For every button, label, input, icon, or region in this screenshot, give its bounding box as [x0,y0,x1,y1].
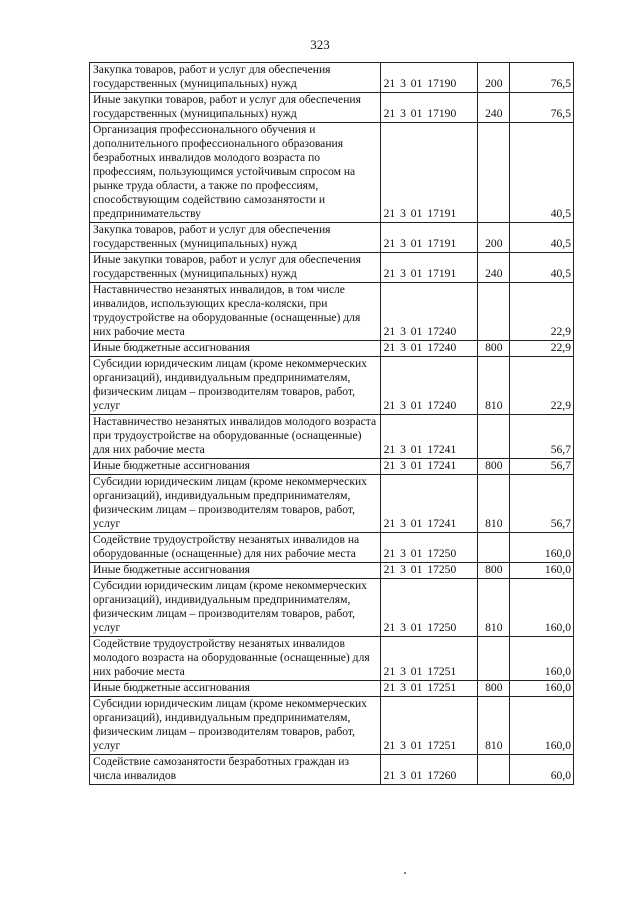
row-amount-cell: 56,7 [509,475,573,533]
table-row [90,283,574,341]
row-expense-type-cell: 810 [477,357,509,415]
row-name-cell: Иные бюджетные ассигнования [90,681,381,697]
row-expense-type-cell: 800 [477,341,509,357]
row-code-cell: 21 3 01 17240 [380,341,477,357]
table-row [90,681,574,697]
row-code-cell: 21 3 01 17240 [380,357,477,415]
row-name-cell: Содействие самозанятости безработных граждан из числа инвалидов [90,755,381,785]
row-expense-type-cell: 240 [477,93,509,123]
budget-table [89,62,574,785]
row-expense-type-cell: 200 [477,223,509,253]
row-code-cell: 21 3 01 17191 [380,223,477,253]
row-code-cell: 21 3 01 17250 [380,533,477,563]
row-amount-cell: 22,9 [509,341,573,357]
table-row [90,579,574,637]
row-expense-type-cell: 810 [477,697,509,755]
row-expense-type-cell: 800 [477,459,509,475]
row-expense-type-cell [477,637,509,681]
table-row [90,697,574,755]
row-code-cell: 21 3 01 17251 [380,681,477,697]
table-row [90,357,574,415]
row-expense-type-cell: 240 [477,253,509,283]
table-row [90,637,574,681]
row-name-cell: Иные закупки товаров, работ и услуг для обеспечения государственных (муниципальных) нужд [90,93,381,123]
row-amount-cell: 22,9 [509,283,573,341]
table-row [90,459,574,475]
table-row [90,341,574,357]
row-code-cell: 21 3 01 17251 [380,637,477,681]
budget-table-body [90,63,574,785]
row-expense-type-cell: 800 [477,563,509,579]
row-amount-cell: 56,7 [509,459,573,475]
row-amount-cell: 76,5 [509,93,573,123]
row-code-cell: 21 3 01 17241 [380,415,477,459]
row-expense-type-cell [477,283,509,341]
row-code-cell: 21 3 01 17191 [380,253,477,283]
row-name-cell: Закупка товаров, работ и услуг для обеспечения государственных (муниципальных) нужд [90,63,381,93]
row-code-cell: 21 3 01 17250 [380,579,477,637]
row-code-cell: 21 3 01 17240 [380,283,477,341]
row-amount-cell: 40,5 [509,223,573,253]
row-expense-type-cell [477,755,509,785]
scan-speck [404,872,406,874]
row-expense-type-cell [477,533,509,563]
table-row [90,93,574,123]
row-expense-type-cell: 810 [477,579,509,637]
row-amount-cell: 60,0 [509,755,573,785]
row-code-cell: 21 3 01 17241 [380,475,477,533]
row-expense-type-cell: 810 [477,475,509,533]
row-amount-cell: 40,5 [509,253,573,283]
page-number: 323 [310,37,330,52]
row-code-cell: 21 3 01 17250 [380,563,477,579]
row-code-cell: 21 3 01 17251 [380,697,477,755]
row-name-cell: Закупка товаров, работ и услуг для обеспечения государственных (муниципальных) нужд [90,223,381,253]
table-row [90,253,574,283]
row-amount-cell: 160,0 [509,681,573,697]
table-row [90,63,574,93]
row-name-cell: Иные бюджетные ассигнования [90,341,381,357]
row-name-cell: Иные бюджетные ассигнования [90,459,381,475]
row-amount-cell: 22,9 [509,357,573,415]
table-row [90,533,574,563]
row-name-cell: Субсидии юридическим лицам (кроме некоммерческих организаций), индивидуальным предпринимателям, физическим лицам – производителям товаров, работ, услуг [90,579,381,637]
row-code-cell: 21 3 01 17260 [380,755,477,785]
row-name-cell: Иные закупки товаров, работ и услуг для обеспечения государственных (муниципальных) нужд [90,253,381,283]
table-row [90,563,574,579]
row-amount-cell: 160,0 [509,579,573,637]
row-expense-type-cell: 200 [477,63,509,93]
row-name-cell: Организация профессионального обучения и дополнительного профессионального образования безработных инвалидов молодого возраста по профессиям, пользующимся устойчивым спросом на рынке труда области, а также по профессиям, способствующим содействию самозанятости и предпринимательству [90,123,381,223]
row-name-cell: Субсидии юридическим лицам (кроме некоммерческих организаций), индивидуальным предпринимателям, физическим лицам – производителям товаров, работ, услуг [90,697,381,755]
row-amount-cell: 160,0 [509,637,573,681]
row-code-cell: 21 3 01 17241 [380,459,477,475]
table-row [90,755,574,785]
row-name-cell: Содействие трудоустройству незанятых инвалидов на оборудованные (оснащенные) для них рабочие места [90,533,381,563]
row-name-cell: Субсидии юридическим лицам (кроме некоммерческих организаций), индивидуальным предпринимателям, физическим лицам – производителям товаров, работ, услуг [90,475,381,533]
row-amount-cell: 76,5 [509,63,573,93]
table-row [90,223,574,253]
row-expense-type-cell: 800 [477,681,509,697]
row-code-cell: 21 3 01 17191 [380,123,477,223]
row-name-cell: Субсидии юридическим лицам (кроме некоммерческих организаций), индивидуальным предпринимателям, физическим лицам – производителям товаров, работ, услуг [90,357,381,415]
row-amount-cell: 160,0 [509,697,573,755]
row-code-cell: 21 3 01 17190 [380,63,477,93]
table-row [90,475,574,533]
row-name-cell: Иные бюджетные ассигнования [90,563,381,579]
row-amount-cell: 40,5 [509,123,573,223]
row-amount-cell: 160,0 [509,533,573,563]
row-name-cell: Содействие трудоустройству незанятых инвалидов молодого возраста на оборудованные (оснащенные) для них рабочие места [90,637,381,681]
row-name-cell: Наставничество незанятых инвалидов молодого возраста при трудоустройстве на оборудованные (оснащенные) для них рабочие места [90,415,381,459]
table-row [90,123,574,223]
row-expense-type-cell [477,123,509,223]
row-name-cell: Наставничество незанятых инвалидов, в том числе инвалидов, использующих кресла-коляски, при трудоустройстве на оборудованные (оснащенные) для них рабочие места [90,283,381,341]
table-row [90,415,574,459]
row-amount-cell: 56,7 [509,415,573,459]
row-amount-cell: 160,0 [509,563,573,579]
row-expense-type-cell [477,415,509,459]
row-code-cell: 21 3 01 17190 [380,93,477,123]
